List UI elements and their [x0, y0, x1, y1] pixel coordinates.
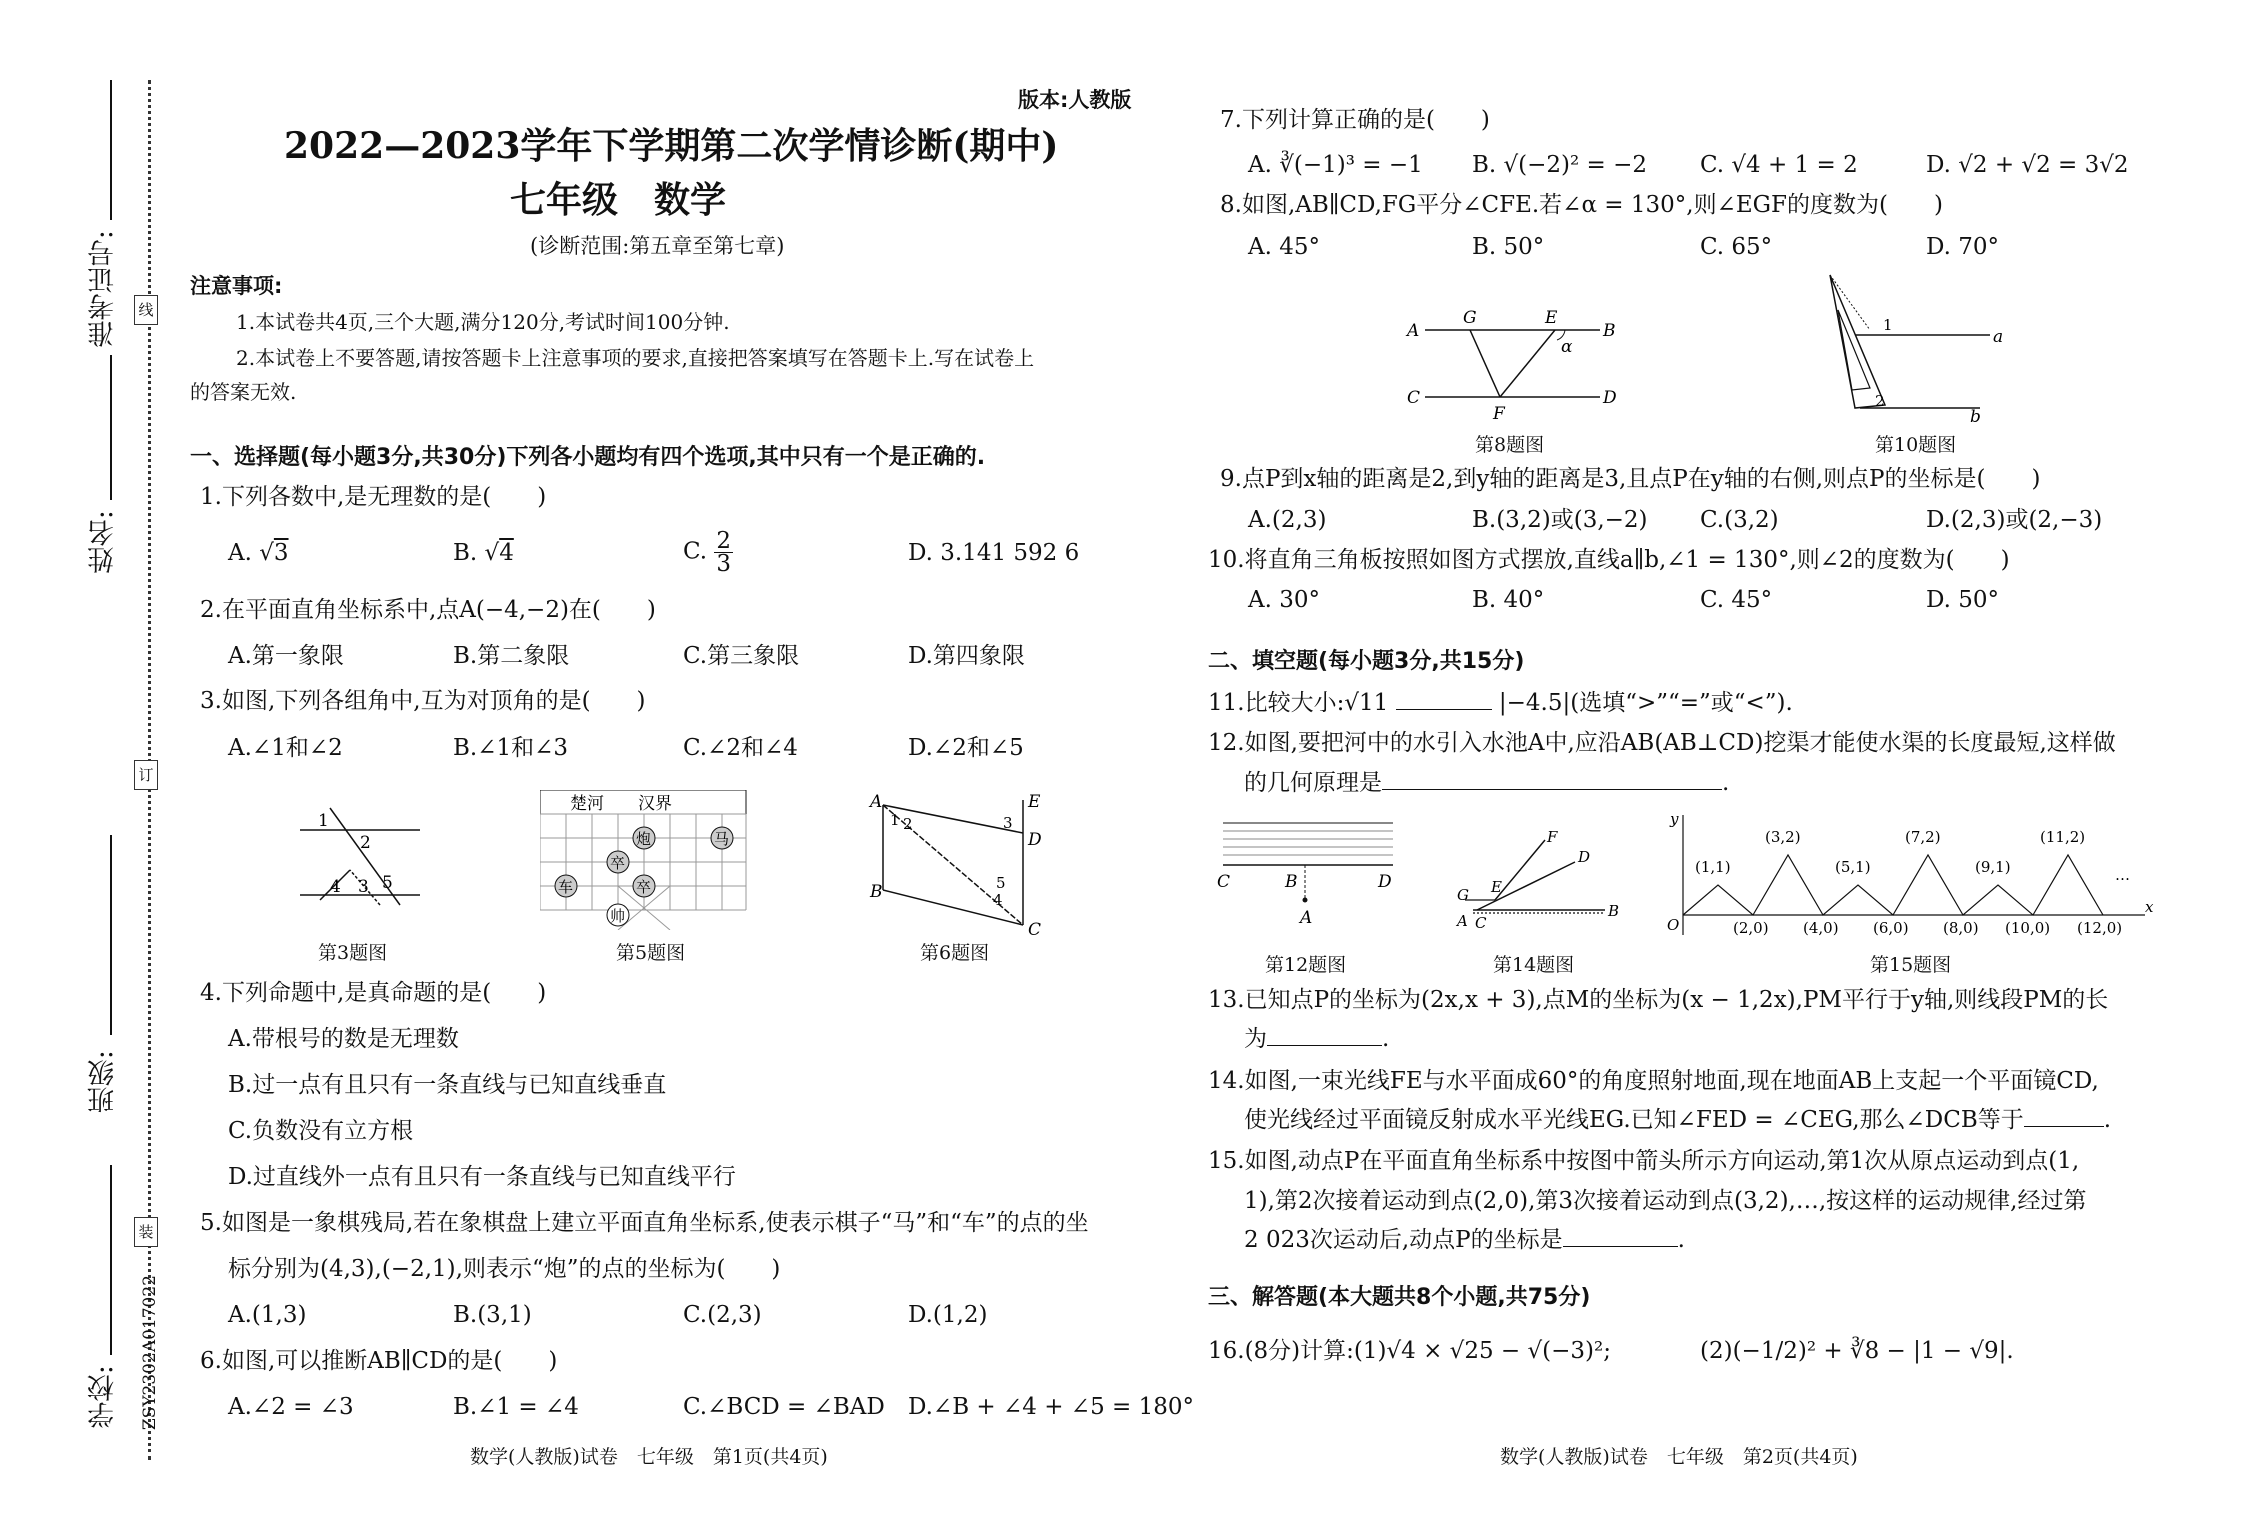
- fig6-label-5: 5: [996, 874, 1006, 892]
- class-line: [110, 835, 112, 1035]
- figure-12-caption: 第12题图: [1265, 954, 1347, 976]
- fig10-label-b: b: [1970, 407, 1981, 425]
- fig12-label-C: C: [1217, 872, 1231, 892]
- q8-stem: 8.如图,AB∥CD,FG平分∠CFE.若∠α = 130°,则∠EGF的度数为( ): [1220, 192, 1943, 218]
- q15-line3: 2 023次运动后,动点P的坐标是 .: [1244, 1227, 1685, 1253]
- q5-stem-line2: 标分别为(4,3),(−2,1),则表示“炮”的点的坐标为( ): [228, 1256, 781, 1282]
- fig14-label-D: D: [1578, 848, 1591, 866]
- fig6-label-1: 1: [890, 811, 900, 829]
- q5-option-a: A.(1,3): [228, 1302, 307, 1328]
- fig15-axis-x: x: [2145, 898, 2154, 916]
- q5-option-d: D.(1,2): [908, 1302, 988, 1328]
- q3-option-b: B.∠1和∠3: [453, 735, 569, 761]
- fig8-label-alpha: α: [1561, 337, 1573, 357]
- q13-line1: 13.已知点P的坐标为(2x,x + 3),点M的坐标为(x − 1,2x),PM平行于y轴,则线段PM的长: [1208, 987, 2109, 1013]
- fig15-pt-1: (1,1): [1695, 858, 1731, 876]
- fig8-label-D: D: [1603, 388, 1617, 408]
- school-line: [110, 1165, 112, 1355]
- fig15-pt-2: (2,0): [1733, 919, 1769, 937]
- q12-line2: 的几何原理是 .: [1244, 770, 1730, 796]
- figure-6: [868, 785, 1048, 940]
- page-2-footer: 数学(人教版)试卷 七年级 第2页(共4页): [1500, 1446, 1858, 1468]
- fig5-piece-pao: 炮: [636, 830, 652, 848]
- q8-option-b: B. 50°: [1472, 234, 1545, 260]
- fig14-label-E: E: [1491, 878, 1502, 896]
- q1-stem: 1.下列各数中,是无理数的是( ): [200, 484, 547, 510]
- q5-option-b: B.(3,1): [453, 1302, 532, 1328]
- fig15-pt-12: (12,0): [2077, 919, 2123, 937]
- exam-id-label: 准考证号:: [88, 230, 119, 348]
- fig3-label-3: 3: [358, 877, 369, 897]
- fig6-label-B: B: [870, 882, 883, 902]
- q11-answer-blank[interactable]: [1396, 709, 1492, 710]
- q11: [1208, 688, 1793, 718]
- fig12-label-A: A: [1300, 908, 1313, 928]
- q16-part1: 16.(8分)计算:(1)√4 × √25 − √(−3)²;: [1208, 1338, 1611, 1364]
- section-1-heading: 一、选择题(每小题3分,共30分)下列各小题均有四个选项,其中只有一个是正确的.: [190, 445, 986, 470]
- q6-option-a: A.∠2 = ∠3: [228, 1394, 354, 1420]
- q7-option-c: C. √4 + 1 = 2: [1700, 152, 1858, 178]
- exam-scope: (诊断范围:第五章至第七章): [530, 234, 785, 258]
- q9-option-b: B.(3,2)或(3,−2): [1472, 507, 1648, 533]
- q13-line2: 为 .: [1244, 1026, 1390, 1052]
- q6-option-c: C.∠BCD = ∠BAD: [683, 1394, 885, 1420]
- binding-mark-zhuang: 装: [134, 1217, 158, 1247]
- fig3-label-5: 5: [382, 873, 393, 893]
- q10-option-d: D. 50°: [1926, 587, 2000, 613]
- q15-line2: 1),第2次接着运动到点(2,0),第3次接着运动到点(3,2),…,按这样的运动规律,经过第: [1244, 1188, 2087, 1214]
- name-line: [110, 355, 112, 500]
- fig15-axis-y: y: [1670, 810, 1679, 828]
- q1-option-d: D. 3.141 592 6: [908, 540, 1080, 566]
- figure-14: [1455, 830, 1625, 935]
- fig10-label-a: a: [1993, 327, 2004, 347]
- q9-option-a: A.(2,3): [1248, 507, 1327, 533]
- q8-option-d: D. 70°: [1926, 234, 2000, 260]
- fig15-pt-9: (9,1): [1975, 858, 2011, 876]
- fig14-label-G: G: [1457, 886, 1469, 904]
- figure-14-caption: 第14题图: [1493, 954, 1575, 976]
- edition-label: 版本:人教版: [1018, 88, 1132, 112]
- note-2: 2.本试卷上不要答题,请按答题卡上注意事项的要求,直接把答案填写在答题卡上.写在试卷上: [236, 346, 1035, 370]
- fig15-pt-7: (7,2): [1905, 828, 1941, 846]
- fig10-label-2: 2: [1875, 392, 1885, 410]
- name-label: 姓名:: [88, 510, 119, 574]
- q2-stem: 2.在平面直角坐标系中,点A(−4,−2)在( ): [200, 597, 656, 623]
- figure-15: [1665, 810, 2155, 945]
- fig6-label-2: 2: [903, 815, 913, 833]
- fig8-label-B: B: [1603, 321, 1616, 341]
- q10-stem: 10.将直角三角板按照如图方式摆放,直线a∥b,∠1 = 130°,则∠2的度数为( ): [1208, 547, 2010, 573]
- fig6-label-A: A: [870, 792, 883, 812]
- fig14-label-C: C: [1475, 914, 1487, 932]
- fig15-pt-10: (10,0): [2005, 919, 2051, 937]
- q2-option-a: A.第一象限: [228, 643, 344, 669]
- fig15-pt-6: (6,0): [1873, 919, 1909, 937]
- q2-option-b: B.第二象限: [453, 643, 570, 669]
- fig8-label-E: E: [1545, 308, 1558, 328]
- fig15-pt-5: (5,1): [1835, 858, 1871, 876]
- q9-option-d: D.(2,3)或(2,−3): [1926, 507, 2103, 533]
- figure-10: [1790, 270, 2010, 425]
- q8-option-a: A. 45°: [1248, 234, 1320, 260]
- q1-option-b: B. √4: [453, 540, 514, 566]
- figure-15-caption: 第15题图: [1870, 954, 1952, 976]
- q13-answer-blank[interactable]: [1267, 1045, 1382, 1046]
- binding-mark-ding: 订: [134, 760, 158, 790]
- fig6-label-E: E: [1028, 792, 1041, 812]
- fig8-label-G: G: [1463, 308, 1477, 328]
- q3-option-d: D.∠2和∠5: [908, 735, 1024, 761]
- q4-option-a: A.带根号的数是无理数: [228, 1026, 459, 1052]
- fig3-label-4: 4: [330, 877, 341, 897]
- q14-line1: 14.如图,一束光线FE与水平面成60°的角度照射地面,现在地面AB上支起一个平面镜CD,: [1208, 1068, 2099, 1094]
- figure-3: [290, 800, 430, 910]
- fig15-pt-11: (11,2): [2040, 828, 2086, 846]
- q11-post: |−4.5|(选填“>”“=”或“<”).: [1498, 690, 1793, 716]
- q7-stem: 7.下列计算正确的是( ): [1220, 107, 1490, 133]
- fig15-pt-8: (8,0): [1943, 919, 1979, 937]
- fig5-piece-zu2: 卒: [636, 878, 652, 896]
- binding-mark-line: 线: [134, 295, 158, 325]
- figure-5-caption: 第5题图: [616, 942, 686, 964]
- q12-answer-blank[interactable]: [1382, 789, 1722, 790]
- figure-12: [1215, 815, 1395, 935]
- fig5-piece-che: 车: [558, 878, 574, 896]
- figure-8: [1405, 305, 1625, 425]
- fig8-label-F: F: [1493, 404, 1505, 424]
- q8-option-c: C. 65°: [1700, 234, 1773, 260]
- q2-option-c: C.第三象限: [683, 643, 800, 669]
- q15-line1: 15.如图,动点P在平面直角坐标系中按图中箭头所示方向运动,第1次从原点运动到点(1,: [1208, 1148, 2080, 1174]
- figure-10-caption: 第10题图: [1875, 434, 1957, 456]
- note-3: 的答案无效.: [190, 380, 297, 404]
- figure-6-caption: 第6题图: [920, 942, 990, 964]
- q10-option-a: A. 30°: [1248, 587, 1320, 613]
- figure-5: [540, 790, 750, 930]
- fig14-label-F: F: [1547, 830, 1558, 846]
- q5-stem-line1: 5.如图是一象棋残局,若在象棋盘上建立平面直角坐标系,使表示棋子“马”和“车”的点的坐: [200, 1210, 1089, 1236]
- section-3-heading: 三、解答题(本大题共8个小题,共75分): [1208, 1285, 1591, 1310]
- q11-pre: 11.比较大小:√11: [1208, 690, 1389, 716]
- page-1-footer: 数学(人教版)试卷 七年级 第1页(共4页): [470, 1446, 828, 1468]
- q5-option-c: C.(2,3): [683, 1302, 762, 1328]
- q3-option-a: A.∠1和∠2: [228, 735, 343, 761]
- exam-subtitle: 七年级 数学: [510, 179, 727, 221]
- fig6-label-C: C: [1028, 920, 1042, 940]
- fig8-label-C: C: [1407, 388, 1421, 408]
- fig12-label-D: D: [1378, 872, 1392, 892]
- fig15-pt-4: (4,0): [1803, 919, 1839, 937]
- fig3-label-1: 1: [318, 811, 329, 831]
- fig14-label-A: A: [1457, 912, 1468, 930]
- q3-stem: 3.如图,下列各组角中,互为对顶角的是( ): [200, 688, 646, 714]
- q9-option-c: C.(3,2): [1700, 507, 1779, 533]
- q14-answer-blank[interactable]: [2024, 1126, 2104, 1127]
- fig5-piece-shuai: 帅: [610, 907, 626, 925]
- note-1: 1.本试卷共4页,三个大题,满分120分,考试时间100分钟.: [236, 310, 730, 334]
- section-2-heading: 二、填空题(每小题3分,共15分): [1208, 649, 1525, 674]
- fig14-label-B: B: [1608, 902, 1620, 920]
- q9-stem: 9.点P到x轴的距离是2,到y轴的距离是3,且点P在y轴的右侧,则点P的坐标是( ): [1220, 466, 2041, 492]
- fig15-origin: O: [1667, 916, 1680, 934]
- q6-option-d: D.∠B + ∠4 + ∠5 = 180°: [908, 1394, 1194, 1420]
- q1-option-a: A. √3: [228, 540, 289, 566]
- fig15-pt-3: (3,2): [1765, 828, 1801, 846]
- fig5-river-text: 楚河 汉界: [570, 794, 672, 814]
- q15-answer-blank[interactable]: [1563, 1246, 1678, 1247]
- fig5-piece-ma: 马: [714, 830, 730, 848]
- q7-option-a: A. ∛(−1)³ = −1: [1248, 152, 1423, 178]
- figure-8-caption: 第8题图: [1475, 434, 1545, 456]
- q4-option-b: B.过一点有且只有一条直线与已知直线垂直: [228, 1072, 667, 1098]
- fig10-label-1: 1: [1883, 316, 1893, 334]
- class-label: 班级:: [88, 1050, 119, 1114]
- q4-option-d: D.过直线外一点有且只有一条直线与已知直线平行: [228, 1164, 736, 1190]
- fig6-label-4: 4: [993, 891, 1003, 909]
- figure-3-caption: 第3题图: [318, 942, 388, 964]
- q4-option-c: C.负数没有立方根: [228, 1118, 414, 1144]
- q16-part2: (2)(−1/2)² + ∛8 − |1 − √9|.: [1700, 1338, 2014, 1364]
- fig15-ellipsis: …: [2115, 866, 2130, 884]
- q4-stem: 4.下列命题中,是真命题的是( ): [200, 980, 547, 1006]
- q7-option-b: B. √(−2)² = −2: [1472, 152, 1648, 178]
- q1-option-c: C. $\frac{2}{3}$: [683, 528, 732, 577]
- notes-title: 注意事项:: [190, 274, 283, 298]
- fig3-label-2: 2: [360, 833, 371, 853]
- exam-id-line: [110, 80, 112, 220]
- q12-line1: 12.如图,要把河中的水引入水池A中,应沿AB(AB⊥CD)挖渠才能使水渠的长度最短,这样做: [1208, 730, 2116, 756]
- q3-option-c: C.∠2和∠4: [683, 735, 798, 761]
- q6-option-b: B.∠1 = ∠4: [453, 1394, 579, 1420]
- fig5-piece-zu1: 卒: [610, 854, 626, 872]
- q2-option-d: D.第四象限: [908, 643, 1025, 669]
- school-label: 学校:: [88, 1365, 119, 1429]
- q7-option-d: D. √2 + √2 = 3√2: [1926, 152, 2129, 178]
- paper-code: ZSY2302A017022: [140, 1275, 160, 1431]
- q10-option-b: B. 40°: [1472, 587, 1545, 613]
- fig12-label-B: B: [1285, 872, 1298, 892]
- q14-line2: 使光线经过平面镜反射成水平光线EG.已知∠FED = ∠CEG,那么∠DCB等于 .: [1244, 1107, 2112, 1133]
- fig6-label-D: D: [1028, 830, 1042, 850]
- fig8-label-A: A: [1407, 321, 1420, 341]
- exam-title: 2022—2023学年下学期第二次学情诊断(期中): [284, 125, 1059, 167]
- q6-stem: 6.如图,可以推断AB∥CD的是( ): [200, 1348, 558, 1374]
- fig6-label-3: 3: [1003, 814, 1013, 832]
- q10-option-c: C. 45°: [1700, 587, 1773, 613]
